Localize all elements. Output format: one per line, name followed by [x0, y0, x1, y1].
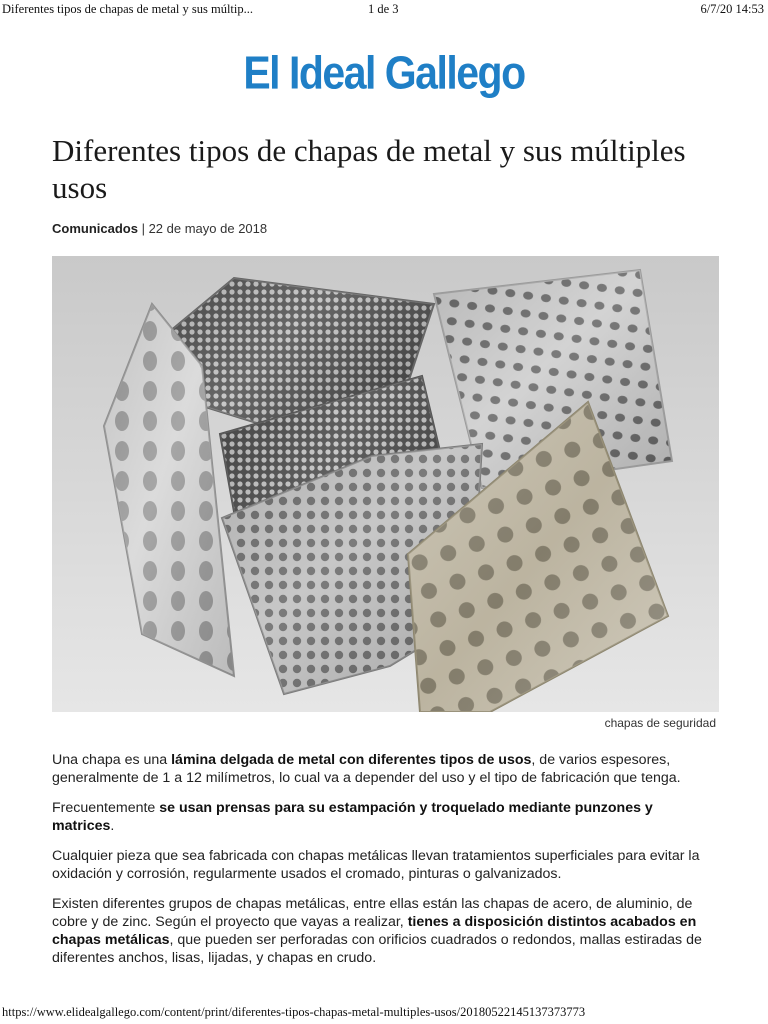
- print-page-count: 1 de 3: [368, 2, 399, 16]
- paragraph-2: Frecuentemente se usan prensas para su estampación y troquelado mediante punzones y matrices.: [52, 800, 653, 834]
- article-meta: [52, 221, 267, 236]
- print-footer-url[interactable]: https://www.elidealgallego.com/content/print/diferentes-tipos-chapas-metal-multiples-usos/20180522145137373773: [2, 1005, 586, 1019]
- meta-separator: |: [137, 221, 149, 236]
- article-date: 22 de mayo de 2018: [148, 221, 268, 236]
- paragraph-1: Una chapa es una lámina delgada de metal con diferentes tipos de usos, de varios espesores, generalmente de 1 a 12 milímetros, lo cual va a depender del uso y el tipo de fabricación que tenga.: [52, 752, 681, 786]
- article-title: Diferentes tipos de chapas de metal y sus múltiples usos: [52, 133, 686, 205]
- print-datetime: 6/7/20 14:53: [700, 2, 764, 16]
- print-header: [0, 2, 768, 20]
- paragraph-3: Cualquier pieza que sea fabricada con chapas metálicas llevan tratamientos superficiales para evitar la oxidación y corrosión, regularmente usados el cromado, pinturas o galvanizados.: [52, 848, 700, 882]
- image-caption: chapas de seguridad: [604, 716, 716, 730]
- article-body: [52, 751, 718, 979]
- site-logo[interactable]: El Ideal Gallego: [243, 47, 525, 99]
- print-page-title: Diferentes tipos de chapas de metal y sus múltip...: [2, 2, 253, 16]
- perforated-metal-sheets-illustration: [52, 256, 719, 712]
- paragraph-1-highlight: lámina delgada de metal con diferentes tipos de usos: [171, 752, 532, 768]
- paragraph-4: Existen diferentes grupos de chapas metálicas, entre ellas están las chapas de acero, de aluminio, de cobre y de zinc. Según el proyecto que vayas a realizar, tienes a disposición distintos acabados en chapas metálicas, que pueden ser perforadas con orificios cuadrados o redondos, mallas estiradas de diferentes anchos, lisas, lijadas, y chapas en crudo.: [52, 896, 702, 966]
- paragraph-2-highlight: se usan prensas para su estampación y troquelado mediante punzones y matrices: [52, 800, 653, 834]
- paragraph-4-highlight: tienes a disposición distintos acabados en chapas metálicas: [52, 914, 697, 948]
- article-image: [52, 256, 719, 712]
- article-category[interactable]: Comunicados: [52, 221, 138, 236]
